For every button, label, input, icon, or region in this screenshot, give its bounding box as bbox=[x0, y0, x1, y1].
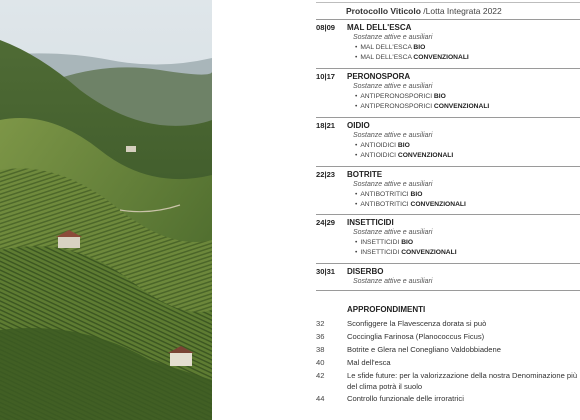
section-peronospora bbox=[316, 68, 580, 116]
section-items bbox=[355, 141, 453, 161]
row-page: 42 bbox=[316, 371, 325, 380]
section-title[interactable]: DISERBO bbox=[347, 267, 384, 276]
section-items bbox=[355, 92, 489, 112]
list-item: • ANTIOIDICI CONVENZIONALI bbox=[355, 151, 453, 161]
list-item: • ANTIOIDICI BIO bbox=[355, 141, 453, 151]
section-items bbox=[355, 238, 457, 258]
row-page: 44 bbox=[316, 394, 325, 403]
list-item: • ANTIPERONOSPORICI BIO bbox=[355, 92, 489, 102]
list-item: • ANTIPERONOSPORICI CONVENZIONALI bbox=[355, 102, 489, 112]
section-subtitle: Sostanze attive e ausiliari bbox=[353, 83, 433, 90]
section-title[interactable]: OIDIO bbox=[347, 121, 370, 130]
page-title-rest: /Lotta Integrata 2022 bbox=[420, 6, 502, 16]
section-diserbo bbox=[316, 263, 580, 291]
row-title: Le sfide future: per la valorizzazione della nostra Denominazione più del clima potrà il suolo bbox=[347, 371, 578, 391]
row-title: Coccinglia Farinosa (Planococcus Ficus) bbox=[347, 332, 485, 341]
vineyard-hills-photo bbox=[0, 0, 212, 420]
list-item: • ANTIBOTRITICI BIO bbox=[355, 190, 466, 200]
table-of-contents bbox=[316, 0, 580, 420]
row-title: Sconfiggere la Flavescenza dorata si può bbox=[347, 319, 487, 328]
section-pages: 22|23 bbox=[316, 170, 336, 179]
list-item: • MAL DELL'ESCA BIO bbox=[355, 43, 469, 53]
section-title[interactable]: PERONOSPORA bbox=[347, 72, 411, 81]
section-pages: 18|21 bbox=[316, 121, 336, 130]
section-insetticidi bbox=[316, 214, 580, 262]
section-title[interactable]: MAL DELL'ESCA bbox=[347, 23, 412, 32]
approfondimenti-heading: APPROFONDIMENTI bbox=[347, 305, 426, 314]
row-page: 32 bbox=[316, 319, 325, 328]
list-item: • INSETTICIDI BIO bbox=[355, 238, 457, 248]
section-oidio bbox=[316, 117, 580, 165]
section-items bbox=[355, 190, 466, 210]
row-page: 38 bbox=[316, 345, 325, 354]
row-title: Botrite e Glera nel Conegliano Valdobbiadene bbox=[347, 345, 501, 354]
section-pages: 24|29 bbox=[316, 218, 336, 227]
section-items bbox=[355, 43, 469, 63]
list-item: • ANTIBOTRITICI CONVENZIONALI bbox=[355, 200, 466, 210]
section-botrite bbox=[316, 166, 580, 214]
section-pages: 08|09 bbox=[316, 23, 336, 32]
row-title: Controllo funzionale delle irroratrici bbox=[347, 394, 464, 403]
section-subtitle: Sostanze attive e ausiliari bbox=[353, 229, 433, 236]
section-mal-dell-esca bbox=[316, 19, 580, 67]
section-subtitle: Sostanze attive e ausiliari bbox=[353, 181, 433, 188]
section-title[interactable]: BOTRITE bbox=[347, 170, 383, 179]
row-page: 40 bbox=[316, 358, 325, 367]
section-subtitle: Sostanze attive e ausiliari bbox=[353, 278, 433, 285]
page-title bbox=[346, 6, 502, 16]
list-item: • INSETTICIDI CONVENZIONALI bbox=[355, 248, 457, 258]
section-subtitle: Sostanze attive e ausiliari bbox=[353, 34, 433, 41]
page-title-bold: Protocollo Viticolo bbox=[346, 6, 421, 16]
list-item: • MAL DELL'ESCA CONVENZIONALI bbox=[355, 53, 469, 63]
top-divider bbox=[316, 2, 580, 3]
section-pages: 30|31 bbox=[316, 267, 336, 276]
row-title: Mal dell'esca bbox=[347, 358, 391, 367]
row-page: 36 bbox=[316, 332, 325, 341]
section-subtitle: Sostanze attive e ausiliari bbox=[353, 132, 433, 139]
section-pages: 10|17 bbox=[316, 72, 336, 81]
section-title[interactable]: INSETTICIDI bbox=[347, 218, 394, 227]
